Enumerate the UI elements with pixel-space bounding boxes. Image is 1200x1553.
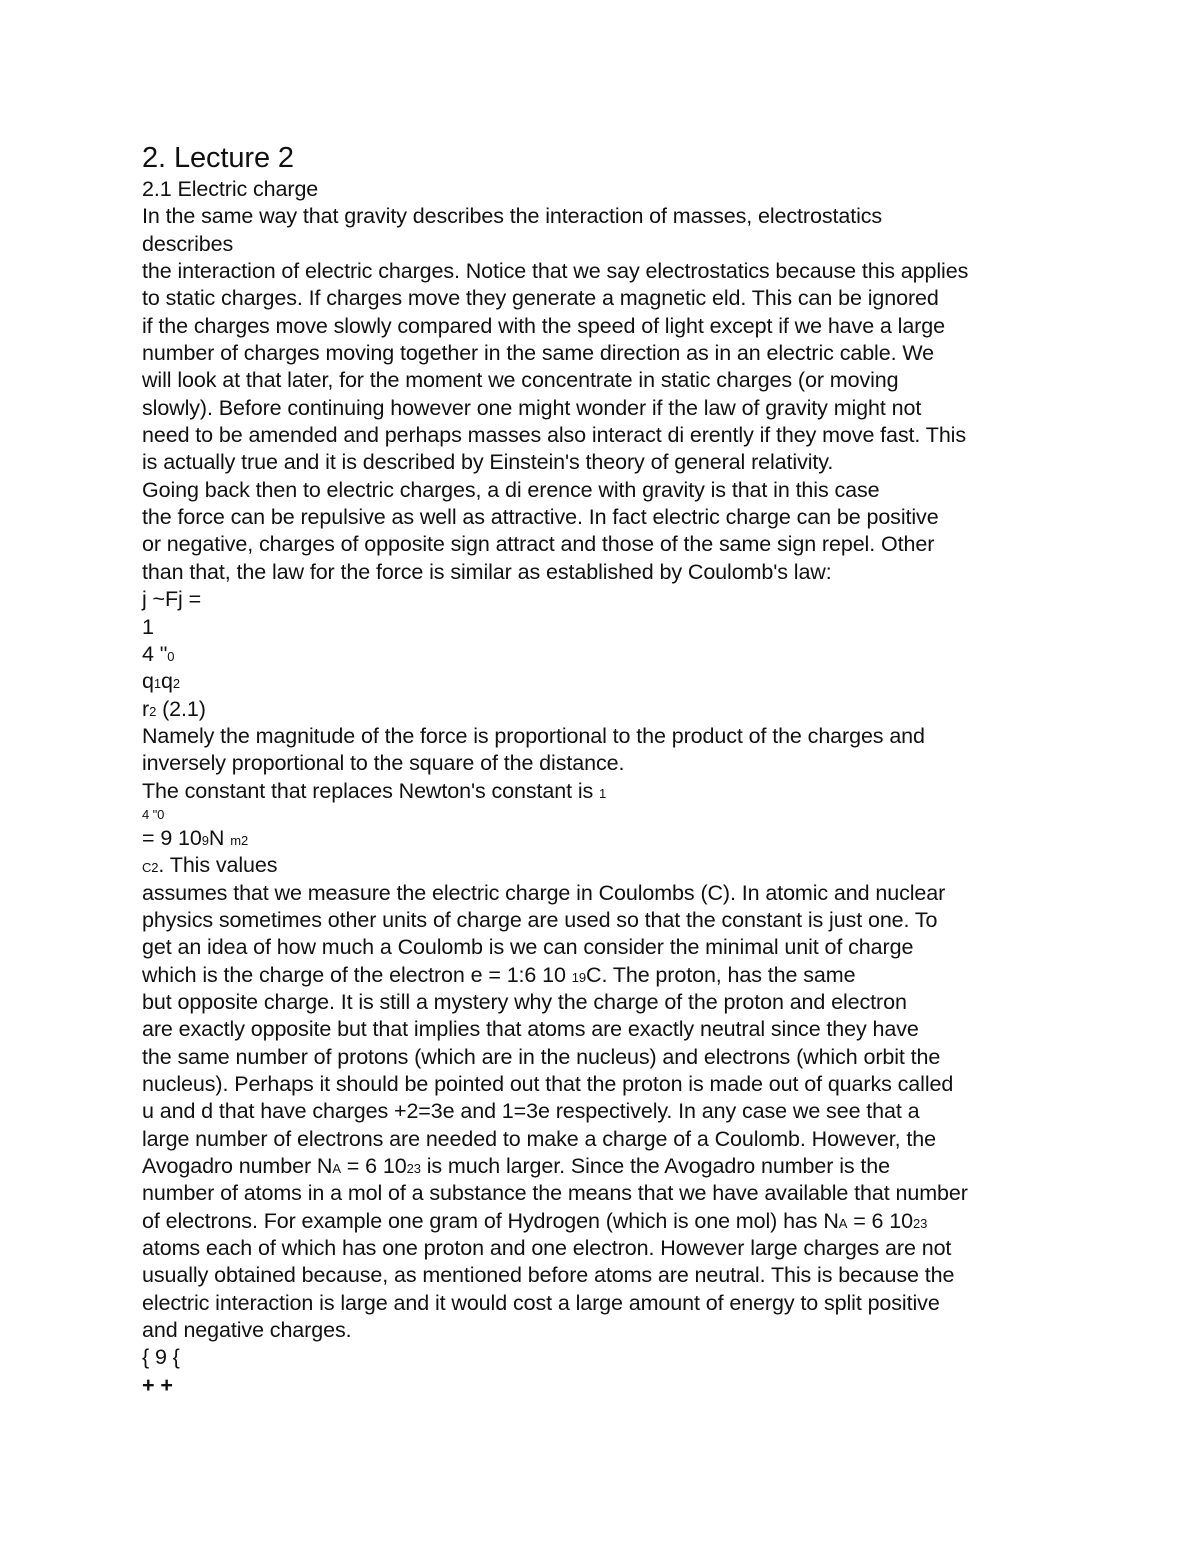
text-line: Going back then to electric charges, a di erence with gravity is that in this case xyxy=(142,477,880,502)
equation-number: (2.1) xyxy=(156,696,206,721)
avogadro-line xyxy=(142,1153,1082,1180)
text-line: the same number of protons (which are in the nucleus) and electrons (which orbit the xyxy=(142,1044,941,1069)
electron-c: C. The proton, has the same xyxy=(586,962,856,987)
c2-b: . This values xyxy=(158,853,278,878)
electron-a: which is the charge of the electron e = 1:6 10 xyxy=(142,962,572,987)
constant-fraction: 4 "0 xyxy=(142,806,165,822)
constant-line xyxy=(142,778,1082,805)
page-marker: { 9 { xyxy=(142,1345,180,1370)
c2-a: C2 xyxy=(142,860,159,876)
text-line: Namely the magnitude of the force is proportional to the product of the charges and xyxy=(142,723,925,748)
hydrogen-a: of electrons. For example one gram of Hydrogen (which is one mol) has N xyxy=(142,1208,839,1233)
q1q2-d: 2 xyxy=(172,676,180,692)
equation-q1q2 xyxy=(142,668,1082,695)
equation-one: 1 xyxy=(142,614,154,639)
four-eps-main: 4 " xyxy=(142,641,168,666)
hydrogen-d: 23 xyxy=(912,1215,928,1231)
section-heading: 2.1 Electric charge xyxy=(142,177,319,201)
const-val-a: = 9 10 xyxy=(142,825,202,850)
equation-lhs: j ~Fj = xyxy=(142,587,202,612)
text-line: or negative, charges of opposite sign attract and those of the same sign repel. Other xyxy=(142,532,935,557)
text-line: the force can be repulsive as well as attractive. In fact electric charge can be positive xyxy=(142,505,939,530)
avogadro-b: A xyxy=(332,1161,341,1177)
text-line: but opposite charge. It is still a mystery why the charge of the proton and electron xyxy=(142,989,907,1014)
text-line: u and d that have charges +2=3e and 1=3e respectively. In any case we see that a xyxy=(142,1099,920,1124)
constant-value xyxy=(142,825,1082,852)
text-line: usually obtained because, as mentioned before atoms are neutral. This is because the xyxy=(142,1263,955,1288)
r2-main: r xyxy=(142,696,150,721)
text-line: is actually true and it is described by Einstein's theory of general relativity. xyxy=(142,450,834,475)
c2-line xyxy=(142,852,1082,879)
q1q2-c: q xyxy=(161,669,173,694)
text-line: need to be amended and perhaps masses also interact di erently if they move fast. This xyxy=(142,423,967,448)
text-line: the interaction of electric charges. Notice that we say electrostatics because this applies xyxy=(142,259,969,284)
text-line: than that, the law for the force is similar as established by Coulomb's law: xyxy=(142,559,832,584)
text-line: assumes that we measure the electric charge in Coulombs (C). In atomic and nuclear xyxy=(142,880,946,905)
avogadro-c: = 6 10 xyxy=(340,1154,407,1179)
r2-sub: 2 xyxy=(149,703,157,719)
q1q2-a: q xyxy=(142,669,154,694)
text-line: electric interaction is large and it would cost a large amount of energy to split positive xyxy=(142,1290,940,1315)
electron-line xyxy=(142,962,1082,989)
text-line: In the same way that gravity describes the interaction of masses, electrostatics xyxy=(142,204,883,229)
const-val-b: 9 xyxy=(201,832,209,848)
text-line: slowly). Before continuing however one might wonder if the law of gravity might not xyxy=(142,395,922,420)
avogadro-a: Avogadro number N xyxy=(142,1154,333,1179)
text-line: number of charges moving together in the same direction as in an electric cable. We xyxy=(142,341,934,366)
q1q2-b: 1 xyxy=(153,676,161,692)
text-line: to static charges. If charges move they generate a magnetic eld. This can be ignored xyxy=(142,286,939,311)
text-line: inversely proportional to the square of the distance. xyxy=(142,751,625,776)
text-line: if the charges move slowly compared with the speed of light except if we have a large xyxy=(142,313,945,338)
text-line: physics sometimes other units of charge are used so that the constant is just one. To xyxy=(142,907,938,932)
text-line: atoms each of which has one proton and one electron. However large charges are not xyxy=(142,1236,952,1261)
text-line: number of atoms in a mol of a substance the means that we have available that number xyxy=(142,1181,968,1206)
constant-one: 1 xyxy=(599,785,607,801)
page-title: 2. Lecture 2 xyxy=(142,142,294,174)
text-line: nucleus). Perhaps it should be pointed out that the proton is made out of quarks called xyxy=(142,1072,954,1096)
avogadro-d: 23 xyxy=(406,1161,421,1177)
text-line: get an idea of how much a Coulomb is we can consider the minimal unit of charge xyxy=(142,935,914,960)
electron-b: 19 xyxy=(571,969,587,985)
hydrogen-line xyxy=(142,1208,1082,1235)
hydrogen-b: A xyxy=(838,1215,848,1231)
plus-line: + + xyxy=(142,1372,173,1397)
document-page xyxy=(142,140,1082,1399)
text-line: describes xyxy=(142,231,234,256)
const-val-d: m2 xyxy=(230,832,249,848)
equation-four-epsilon xyxy=(142,641,1082,668)
const-val-c: N xyxy=(208,825,231,850)
avogadro-e: is much larger. Since the Avogadro number is the xyxy=(420,1154,890,1179)
constant-text: The constant that replaces Newton's constant is xyxy=(142,778,600,803)
text-line: and negative charges. xyxy=(142,1318,352,1343)
text-line: are exactly opposite but that implies that atoms are exactly neutral since they have xyxy=(142,1017,919,1042)
hydrogen-c: = 6 10 xyxy=(847,1208,913,1233)
equation-r2 xyxy=(142,696,1082,723)
four-eps-sub: 0 xyxy=(167,648,175,664)
text-line: large number of electrons are needed to make a charge of a Coulomb. However, the xyxy=(142,1126,936,1151)
text-line: will look at that later, for the moment we concentrate in static charges (or moving xyxy=(142,368,899,393)
